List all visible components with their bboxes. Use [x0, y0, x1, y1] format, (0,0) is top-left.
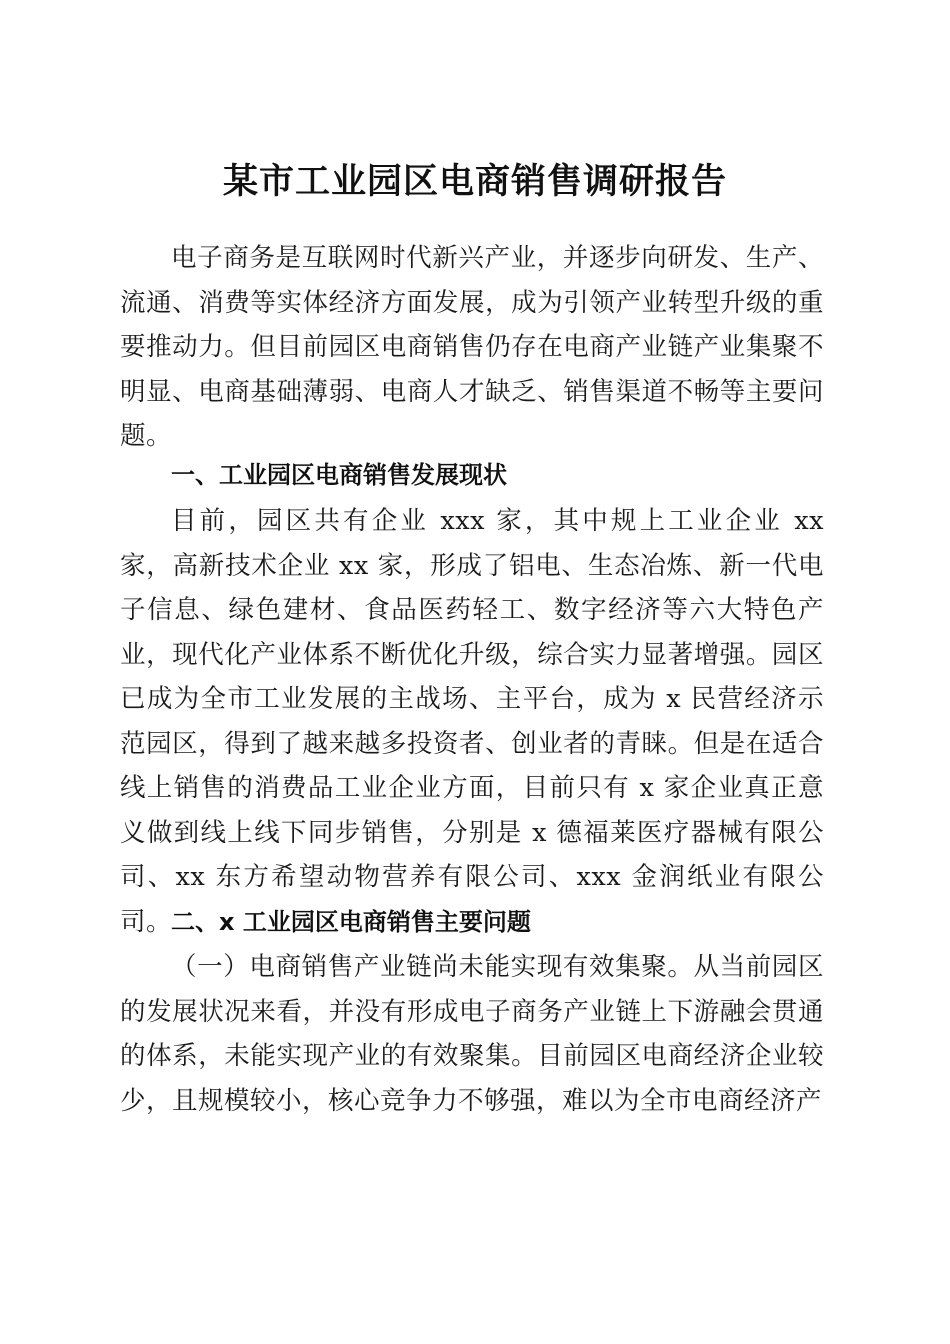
section-1-heading: 一、工业园区电商销售发展现状	[171, 461, 507, 489]
section-2-sub-1-paragraph	[120, 945, 824, 1123]
document-title: 某市工业园区电商销售调研报告	[222, 161, 727, 203]
intro-paragraph: 电子商务是互联网时代新兴产业，并逐步向研发、生产、流通、消费等实体经济方面发展，成为引领产业转型升级的重要推动力。但目前园区电商销售仍存在电商产业链产业集聚不明显、电商基础薄弱、电商人才缺乏、销售渠道不畅等主要问题。	[120, 243, 824, 451]
section-2-sub-1-body: 从当前园区的发展状况来看，并没有形成电子商务产业链上下游融会贯通的体系，未能实现产业的有效聚集。目前园区电商经济企业较少，且规模较小，核心竞争力不够强，难以为全市电商经济产	[120, 952, 824, 1116]
section-2-sub-1-lead: （一）电商销售产业链尚未能实现有效集聚。	[171, 952, 694, 982]
section-2-heading: 二、x 工业园区电商销售主要问题	[171, 908, 531, 936]
section-1-paragraph: 目前，园区共有企业 xxx 家，其中规上工业企业 xx 家，高新技术企业 xx 家，形成了铝电、生态冶炼、新一代电子信息、绿色建材、食品医药轻工、数字经济等六大特色产业，现代化产业体系不断优化升级，综合实力显著增强。园区已成为全市工业发展的主战场、主平台，成为 x 民营经济示范园区，得到了越来越多投资者、创业者的青睐。但是在适合线上销售的消费品工业企业方面，目前只有 x 家企业真正意义做到线上线下同步销售，分别是 x 德福莱医疗器械有限公司、xx 东方希望动物营养有限公司、xxx 金润纸业有限公司。	[120, 506, 824, 937]
